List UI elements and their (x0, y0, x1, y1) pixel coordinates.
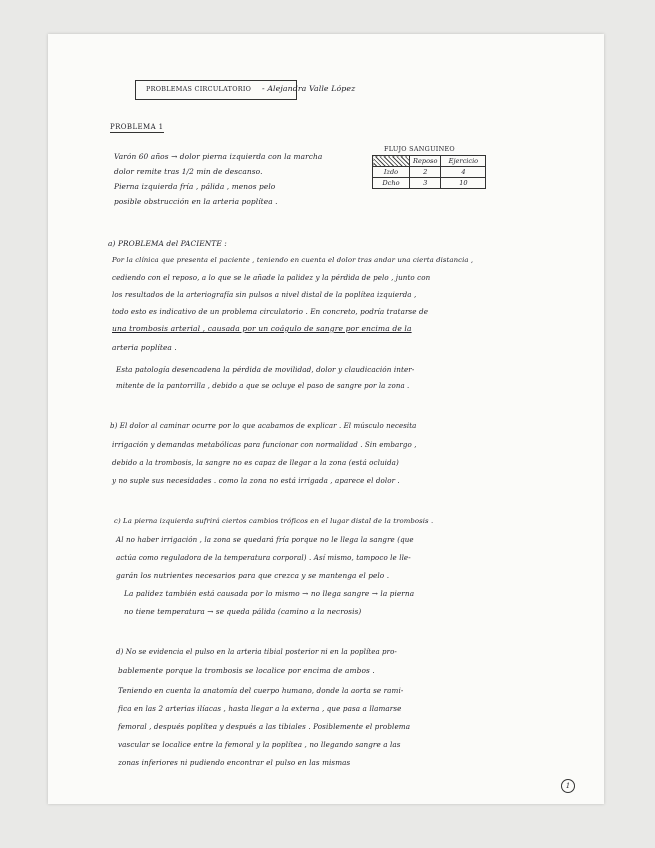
section-d-line: d) No se evidencia el pulso en la arteria tibial posterior ni en la poplítea pro- (116, 648, 397, 656)
intro-line: Pierna izquierda fría , pálida , menos pelo (114, 182, 276, 191)
section-c-line: c) La pierna izquierda sufrirá ciertos cambios tróficos en el lugar distal de la trombosis . (114, 517, 434, 525)
row-label: Dcho (373, 178, 410, 189)
section-a-line: todo esto es indicativo de un problema circulatorio . En concreto, podría tratarse de (112, 307, 429, 316)
intro-line: Varón 60 años → dolor pierna izquierda con la marcha (114, 152, 323, 161)
section-a-line: los resultados de la arteriografía sin pulsos a nivel distal de la poplítea izquierda , (112, 290, 417, 299)
section-c-line: actúa como reguladora de la temperatura corporal) . Así mismo, tampoco le lle- (116, 553, 411, 562)
section-b-line: b) El dolor al caminar ocurre por lo que acabamos de explicar . El músculo necesita (110, 422, 417, 430)
cell-ejercicio: 4 (441, 167, 486, 178)
cell-reposo: 3 (410, 178, 441, 189)
section-a-heading: a) PROBLEMA del PACIENTE : (108, 239, 227, 248)
col-header-reposo: Reposo (410, 156, 441, 167)
section-d-line: bablemente porque la trombosis se localice por encima de ambos . (118, 666, 375, 675)
section-c-line: La palidez también está causada por lo mismo → no llega sangre → la pierna (124, 589, 415, 598)
section-d-line: femoral , después poplítea y después a las tibiales . Posiblemente el problema (118, 722, 411, 731)
col-header-ejercicio: Ejercicio (441, 156, 486, 167)
section-a-line: Esta patología desencadena la pérdida de movilidad, dolor y claudicación inter- (116, 365, 415, 374)
section-b-line: debido a la trombosis, la sangre no es capaz de llegar a la zona (está ocluida) (112, 458, 399, 467)
section-b-line: irrigación y demandas metabólicas para funcionar con normalidad . Sin embargo , (112, 440, 417, 449)
section-b-line: y no suple sus necesidades . como la zona no está irrigada , aparece el dolor . (112, 476, 400, 485)
section-d-line: zonas inferiores ni pudiendo encontrar el pulso en las mismas (118, 758, 351, 767)
section-c-line: Al no haber irrigación , la zona se quedará fría porque no le llega la sangre (que (116, 535, 414, 544)
section-a-line: mitente de la pantorrilla , debido a que se ocluye el paso de sangre por la zona . (116, 382, 410, 390)
header-title: PROBLEMAS CIRCULATORIO (146, 85, 252, 93)
author-name: - Alejandra Valle López (262, 84, 356, 93)
hatched-corner-cell (373, 156, 410, 167)
section-c-line: garán los nutrientes necesarios para que crezca y se mantenga el pelo . (116, 571, 390, 580)
section-a-line: cediendo con el reposo, a lo que se le añade la palidez y la pérdida de pelo , junto con (112, 273, 431, 282)
cell-reposo: 2 (410, 167, 441, 178)
row-label: Izdo (373, 167, 410, 178)
intro-line: dolor remite tras 1/2 min de descanso. (114, 167, 263, 176)
problem-title: PROBLEMA 1 (110, 123, 164, 131)
section-d-line: vascular se localice entre la femoral y la poplítea , no llegando sangre a las (118, 740, 401, 749)
section-d-line: fica en las 2 arterias ilíacas , hasta llegar a la externa , que pasa a llamarse (118, 704, 402, 713)
section-a-line: Por la clínica que presenta el paciente , teniendo en cuenta el dolor tras andar una cierta distancia , (112, 256, 474, 264)
section-c-line: no tiene temperatura → se queda pálida (camino a la necrosis) (124, 607, 362, 616)
page-number: 1 (561, 779, 575, 793)
cell-ejercicio: 10 (441, 178, 486, 189)
section-a-line: una trombosis arterial , causada por un coágulo de sangre por encima de la (112, 324, 412, 333)
flow-table-title: FLUJO SANGUINEO (384, 145, 455, 153)
section-d-line: Teniendo en cuenta la anatomía del cuerpo humano, donde la aorta se rami- (118, 686, 404, 695)
intro-line: posible obstrucción en la arteria poplítea . (114, 197, 278, 206)
flow-table (372, 155, 486, 189)
section-a-line: arteria poplítea . (112, 343, 177, 352)
